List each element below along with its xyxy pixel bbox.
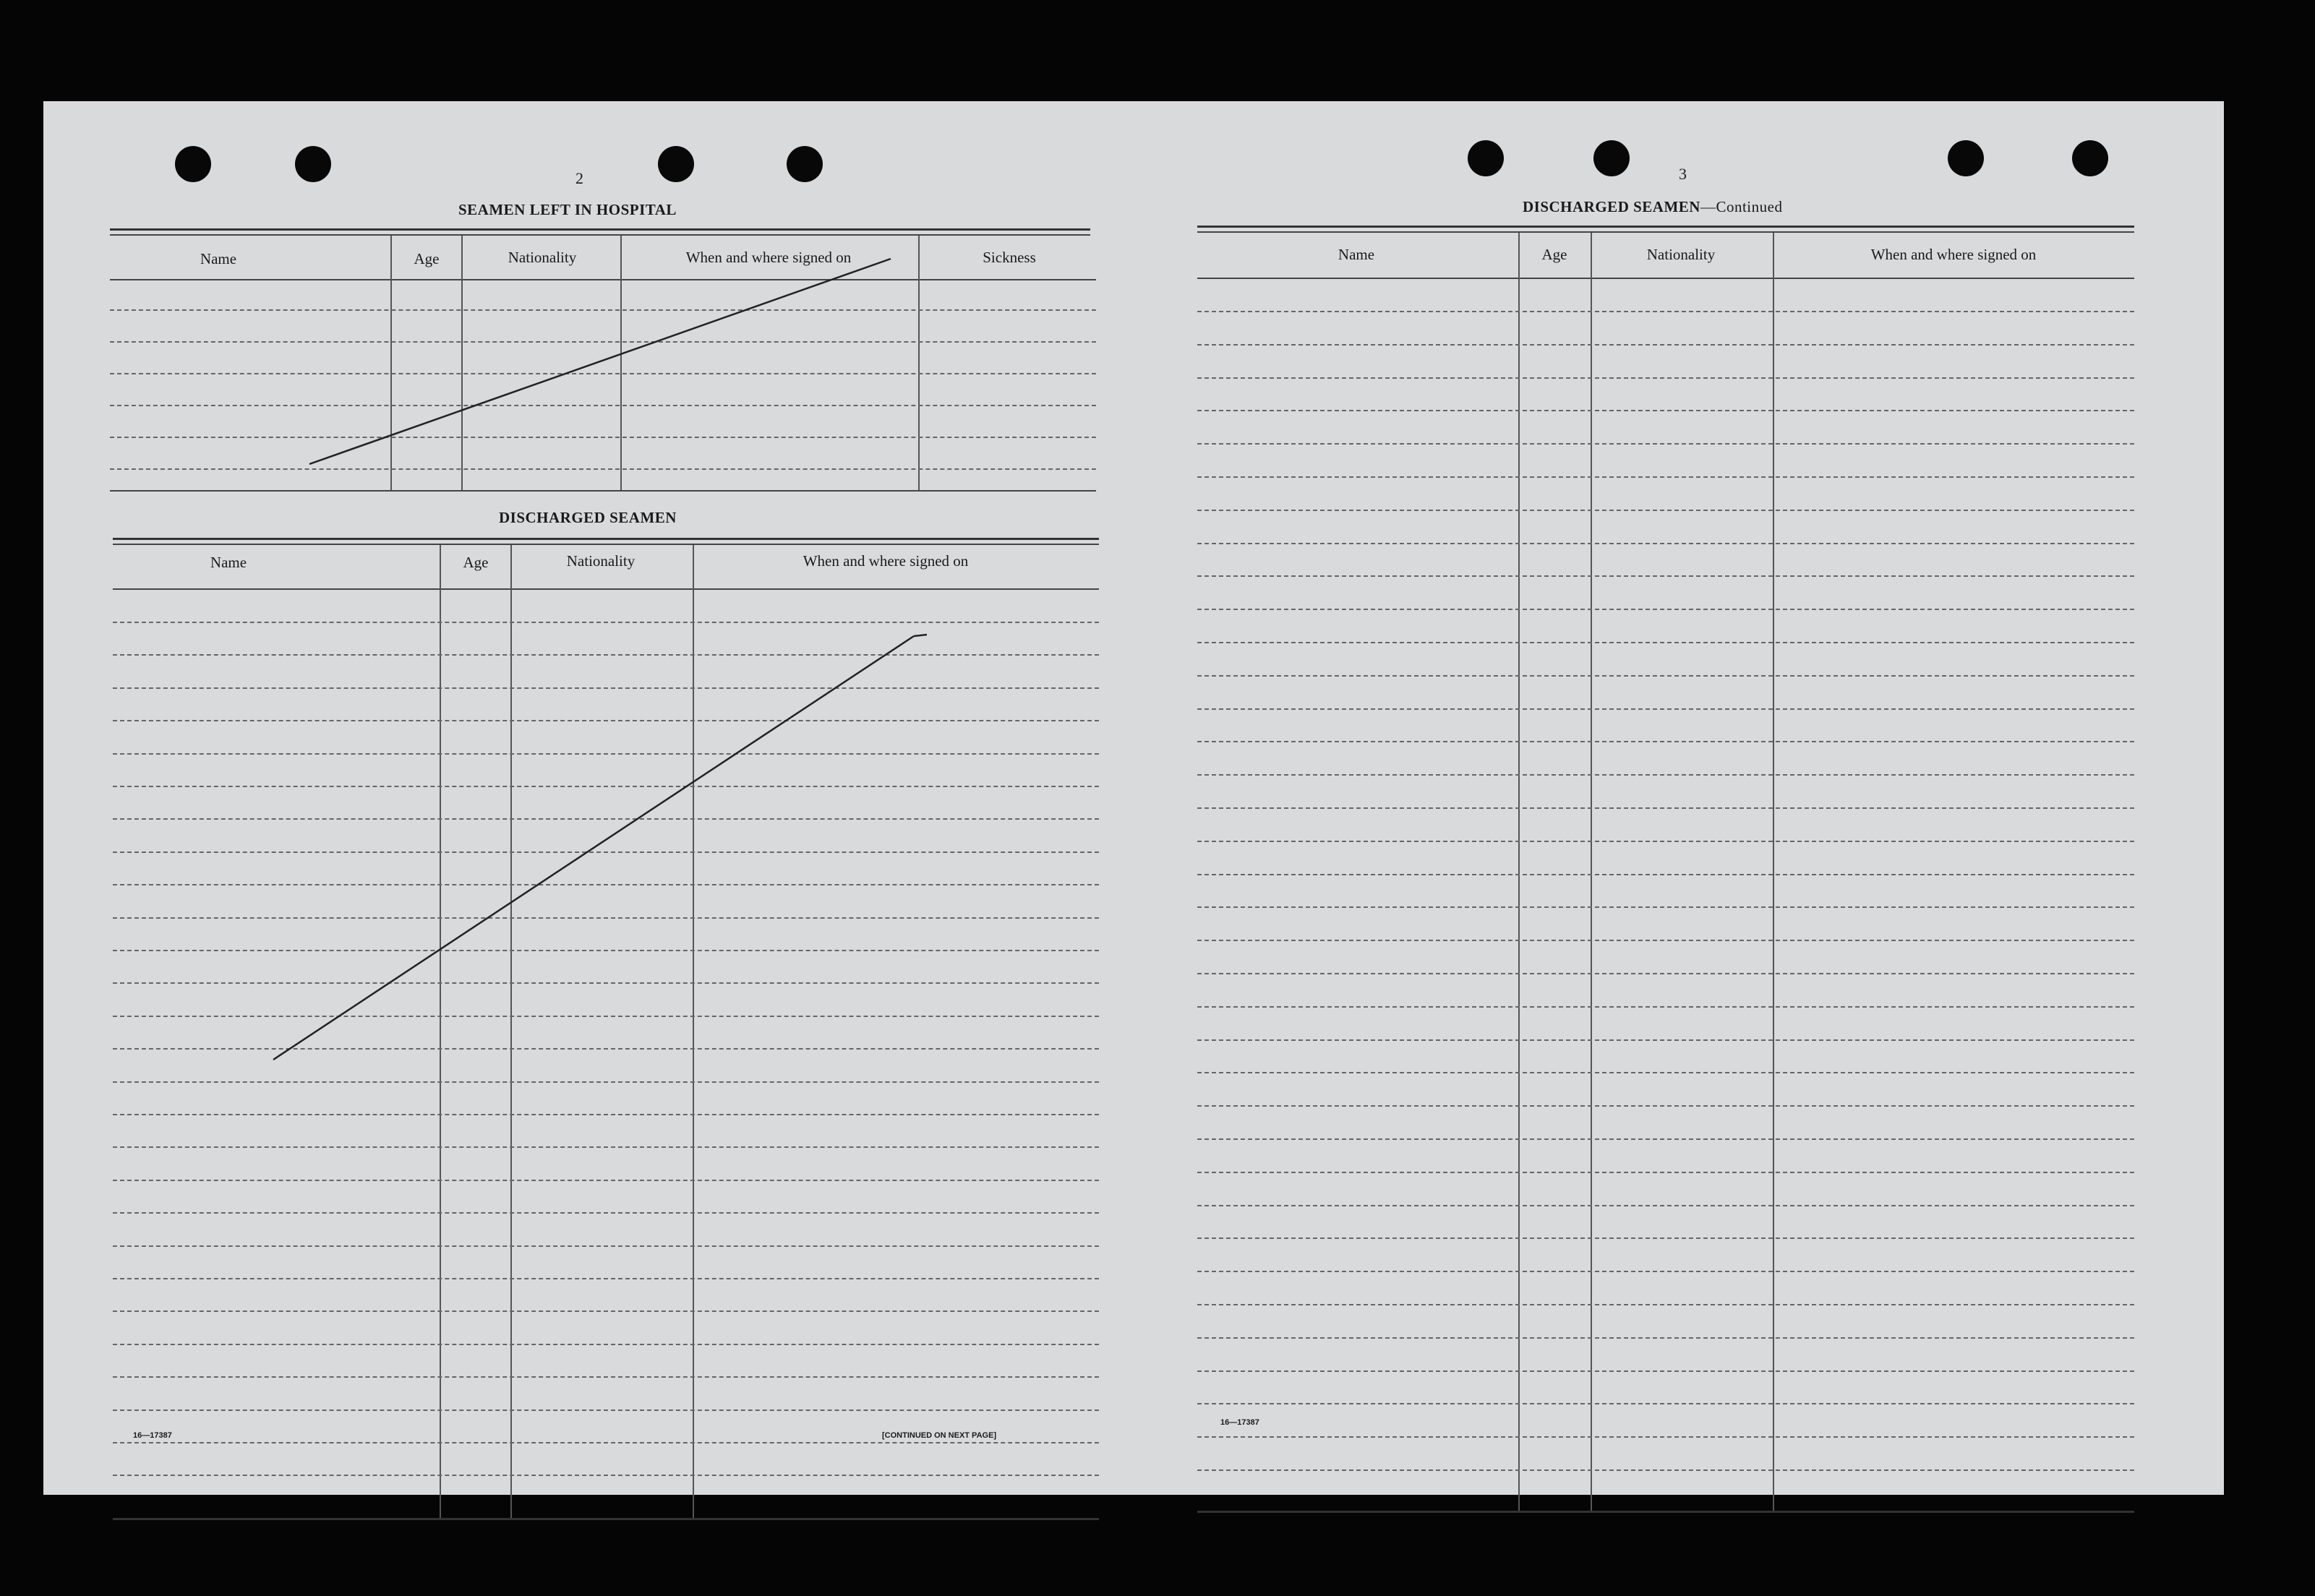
document-sheet: [43, 101, 2224, 1495]
hospital-col-nationality: Nationality: [508, 249, 577, 266]
right-col-age: Age: [1541, 246, 1567, 263]
discharged-col-signed-on: When and where signed on: [803, 552, 969, 570]
page-number-left: 2: [575, 169, 583, 187]
discharged-col-age: Age: [463, 554, 489, 571]
hospital-col-sickness: Sickness: [983, 249, 1036, 266]
hospital-section-title: SEAMEN LEFT IN HOSPITAL: [458, 201, 677, 218]
right-section-title-suffix: —Continued: [1700, 198, 1783, 215]
form-number-right: 16—17387: [1220, 1418, 1259, 1427]
discharged-col-nationality: Nationality: [566, 552, 636, 570]
hospital-col-signed-on: When and where signed on: [685, 249, 852, 266]
page-number-right: 3: [1679, 165, 1687, 183]
right-col-nationality: Nationality: [1646, 246, 1716, 263]
discharged-section-title: DISCHARGED SEAMEN: [499, 509, 677, 526]
hospital-col-name: Name: [200, 250, 237, 267]
right-col-name: Name: [1338, 246, 1375, 263]
continued-note: [CONTINUED ON NEXT PAGE]: [882, 1431, 997, 1440]
right-col-signed-on: When and where signed on: [1870, 246, 2037, 263]
discharged-col-name: Name: [210, 554, 247, 571]
hospital-strike-line: [309, 259, 891, 464]
discharged-strike-tick: [914, 635, 927, 636]
right-bottom-rule: [1197, 1511, 2134, 1513]
form-number-left: 16—17387: [133, 1431, 172, 1440]
discharged-bottom-rule: [113, 1518, 1099, 1520]
cross-out-lines: [43, 101, 2224, 1495]
discharged-strike-line: [273, 636, 914, 1060]
right-section-title-main: DISCHARGED SEAMEN: [1523, 198, 1700, 215]
hospital-col-age: Age: [414, 250, 440, 267]
